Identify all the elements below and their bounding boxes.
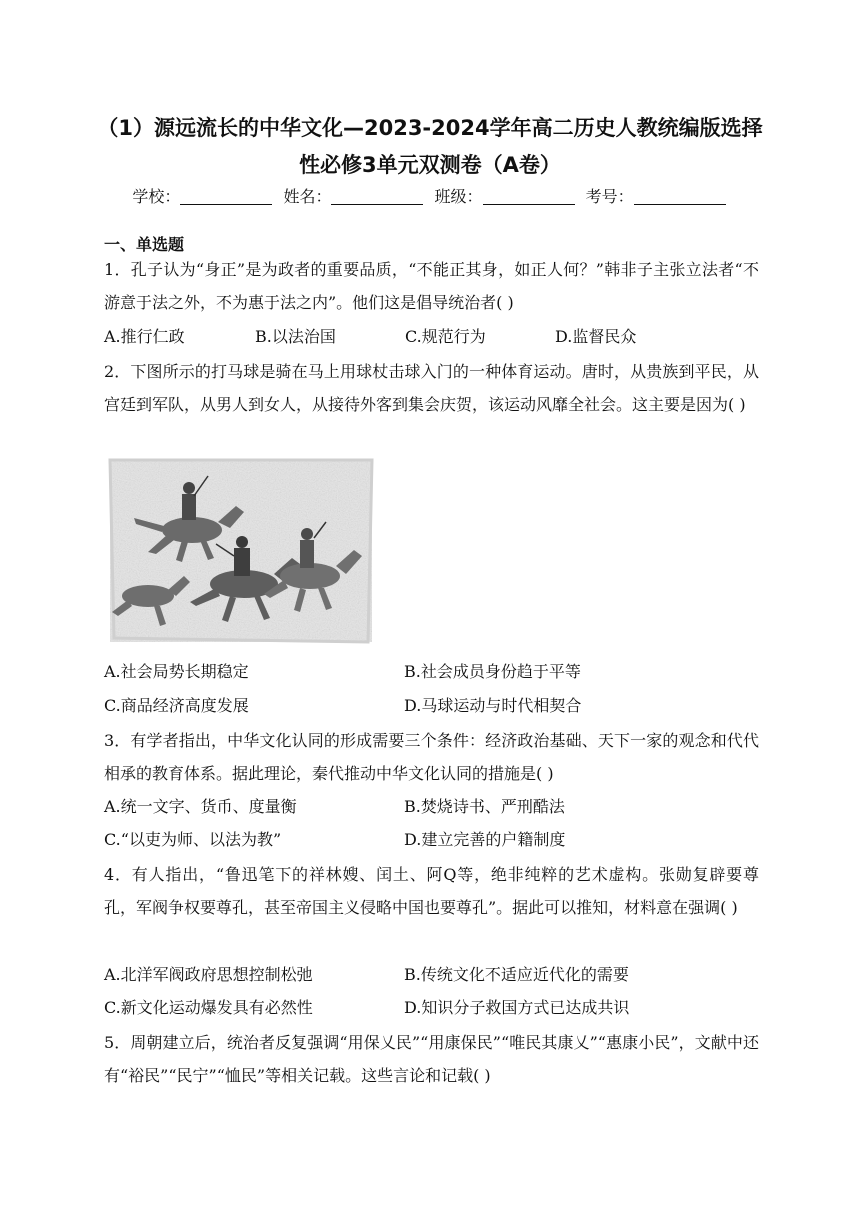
title-line-2: 性必修3单元双测卷（A卷）	[299, 153, 561, 177]
school-blank[interactable]	[180, 188, 272, 205]
question-1-option-c[interactable]: C.规范行为	[405, 327, 486, 346]
question-4-stem: 4．有人指出，“鲁迅笔下的祥林嫂、闰土、阿Q等，绝非纯粹的艺术虚构。张勋复辟要尊孔，军阀争权要尊孔，甚至帝国主义侵略中国也要尊孔”。据此可以推知，材料意在强调( )	[104, 865, 759, 917]
title-line-1: （1）源远流长的中华文化—2023-2024学年高二历史人教统编版选择	[97, 116, 763, 140]
question-2-option-d[interactable]: D.马球运动与时代相契合	[404, 696, 582, 715]
school-field: 学校：	[132, 184, 274, 207]
question-3-option-c[interactable]: C.“以吏为师、以法为教”	[104, 830, 282, 849]
question-3-option-a[interactable]: A.统一文字、货币、度量衡	[104, 797, 297, 816]
question-5-stem: 5．周朝建立后，统治者反复强调“用保乂民”“用康保民”“唯民其康乂”“惠康小民”，文献中还有“裕民”“民宁”“恤民”等相关记载。这些言论和记载( )	[104, 1033, 759, 1085]
question-1-option-b[interactable]: B.以法治国	[255, 327, 336, 346]
question-4-option-b[interactable]: B.传统文化不适应近代化的需要	[404, 965, 629, 984]
question-2-stem: 2．下图所示的打马球是骑在马上用球杖击球入门的一种体育运动。唐时，从贵族到平民，从宫廷到军队，从男人到女人，从接待外客到集会庆贺，该运动风靡全社会。这主要是因为( )	[104, 362, 759, 414]
question-2-option-c[interactable]: C.商品经济高度发展	[104, 696, 249, 715]
question-1-option-d[interactable]: D.监督民众	[555, 327, 637, 346]
question-4-option-c[interactable]: C.新文化运动爆发具有必然性	[104, 998, 313, 1017]
question-4-option-a[interactable]: A.北洋军阀政府思想控制松弛	[104, 965, 313, 984]
class-field: 班级：	[435, 184, 577, 207]
question-1-option-a[interactable]: A.推行仁政	[104, 327, 185, 346]
question-3-stem: 3．有学者指出，中华文化认同的形成需要三个条件：经济政治基础、天下一家的观念和代代相承的教育体系。据此理论，秦代推动中华文化认同的措施是( )	[104, 731, 759, 783]
question-1-stem: 1．孔子认为“身正”是为政者的重要品质，“不能正其身，如正人何？”韩非子主张立法者“不游意于法之外，不为惠于法之内”。他们这是倡导统治者( )	[104, 260, 759, 312]
name-field: 姓名：	[283, 184, 425, 207]
exam-title	[60, 110, 800, 184]
section-title: 一、单选题	[104, 235, 185, 254]
question-2-option-a[interactable]: A.社会局势长期稳定	[104, 662, 249, 681]
question-2-option-b[interactable]: B.社会成员身份趋于平等	[404, 662, 581, 681]
question-4-option-d[interactable]: D.知识分子救国方式已达成共识	[404, 998, 630, 1017]
student-info-row	[0, 184, 860, 207]
polo-painting-image	[104, 456, 374, 646]
question-3-option-b[interactable]: B.焚烧诗书、严刑酷法	[404, 797, 565, 816]
exam-number-blank[interactable]	[634, 188, 726, 205]
exam-number-field: 考号：	[586, 184, 728, 207]
name-blank[interactable]	[331, 188, 423, 205]
question-3-option-d[interactable]: D.建立完善的户籍制度	[404, 830, 566, 849]
class-blank[interactable]	[483, 188, 575, 205]
